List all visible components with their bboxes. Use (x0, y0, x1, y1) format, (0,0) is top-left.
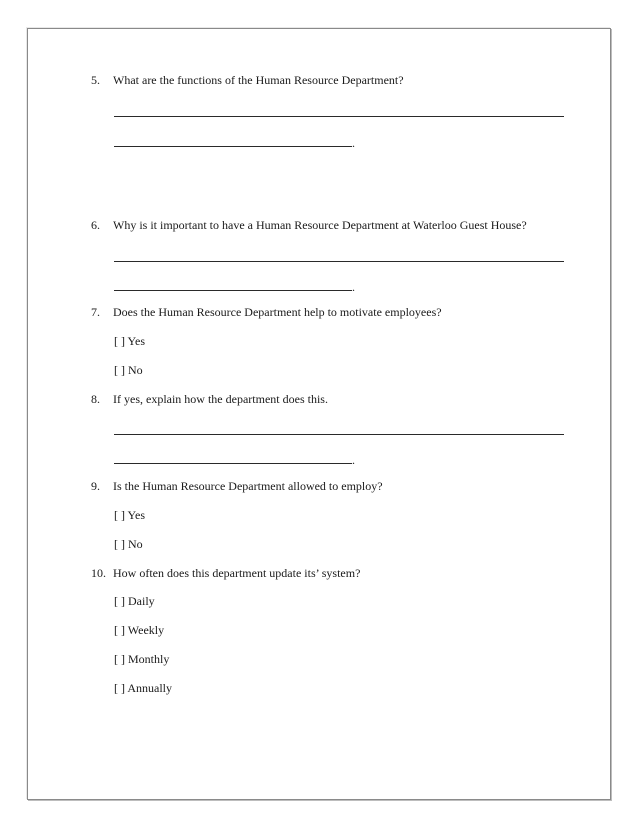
question-text: What are the functions of the Human Resource Department? (113, 73, 404, 87)
question-text: Is the Human Resource Department allowed to employ? (113, 479, 383, 493)
option-no[interactable]: [ ] No (114, 537, 143, 551)
question-number: 5. (91, 73, 100, 87)
question-10 (91, 566, 360, 580)
answer-line[interactable] (114, 290, 352, 291)
question-number: 10. (91, 566, 106, 580)
answer-line[interactable] (114, 261, 564, 262)
question-number: 7. (91, 305, 100, 319)
answer-line[interactable] (114, 116, 564, 117)
line-end-period: . (352, 453, 355, 467)
question-5 (91, 73, 404, 87)
answer-line[interactable] (114, 434, 564, 435)
option-daily[interactable]: [ ] Daily (114, 594, 155, 608)
question-8 (91, 392, 328, 406)
option-no[interactable]: [ ] No (114, 363, 143, 377)
question-text: Does the Human Resource Department help to motivate employees? (113, 305, 442, 319)
option-yes[interactable]: [ ] Yes (114, 334, 146, 348)
question-number: 6. (91, 218, 100, 232)
question-number: 9. (91, 479, 100, 493)
option-yes[interactable]: [ ] Yes (114, 508, 146, 522)
question-9 (91, 479, 383, 493)
question-number: 8. (91, 392, 100, 406)
question-6 (91, 218, 527, 232)
line-end-period: . (352, 136, 355, 150)
answer-line[interactable] (114, 146, 352, 147)
question-text: Why is it important to have a Human Resource Department at Waterloo Guest House? (113, 218, 527, 232)
question-text: How often does this department update its’ system? (113, 566, 361, 580)
option-monthly[interactable]: [ ] Monthly (114, 652, 170, 666)
option-weekly[interactable]: [ ] Weekly (114, 623, 165, 637)
option-annually[interactable]: [ ] Annually (114, 681, 172, 695)
answer-line[interactable] (114, 463, 352, 464)
question-text: If yes, explain how the department does this. (113, 392, 328, 406)
question-7 (91, 305, 442, 319)
line-end-period: . (352, 280, 355, 294)
